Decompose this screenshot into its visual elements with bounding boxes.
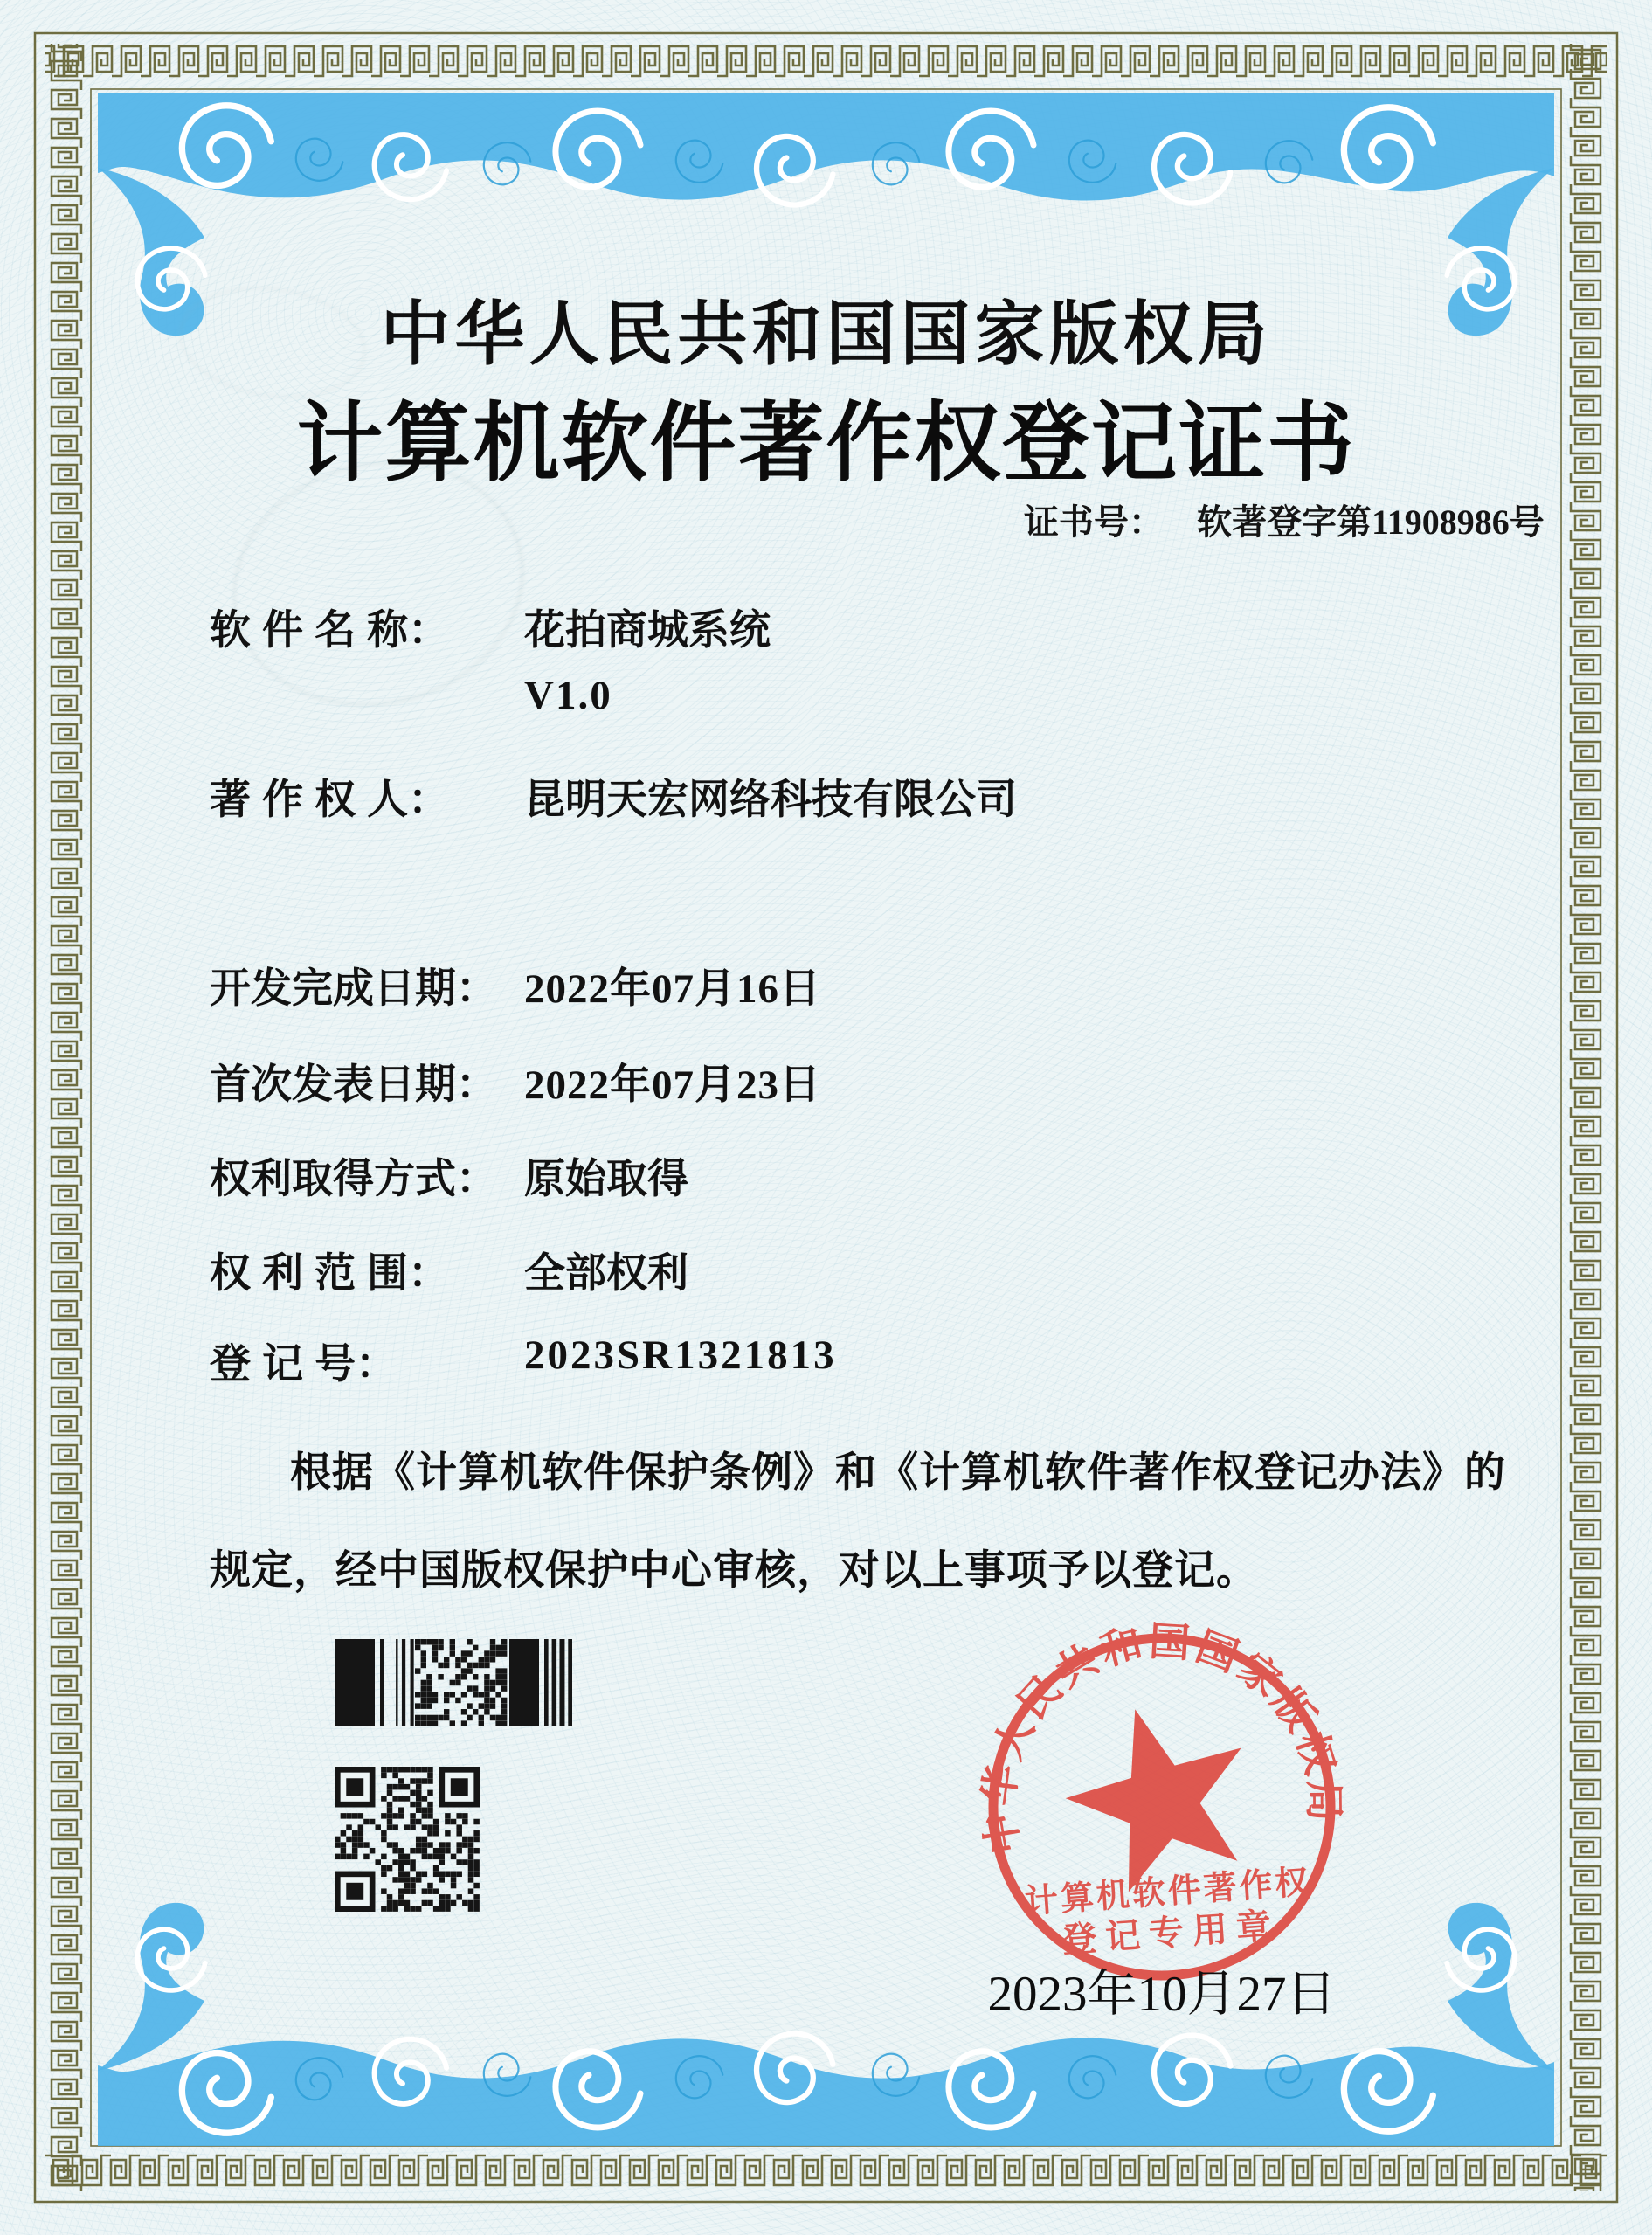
certificate-number <box>1024 495 1545 544</box>
software-version: V1.0 <box>524 673 612 718</box>
barcode <box>335 1639 572 1726</box>
field-dev-complete-date <box>210 956 821 1014</box>
statement-line-1: 根据《计算机软件保护条例》和《计算机软件著作权登记办法》的 <box>290 1450 1506 1496</box>
field-registration-number <box>210 1332 837 1390</box>
field-value: 2022年07月16日 <box>524 966 821 1012</box>
registration-number: 2023SR1321813 <box>524 1332 837 1378</box>
seal-text-line2: 登记专用章 <box>1060 1906 1282 1961</box>
field-label: 软 件 名 称： <box>210 606 450 653</box>
qr-code <box>335 1767 480 1912</box>
field-value: 2022年07月23日 <box>524 1062 821 1108</box>
field-first-publish-date <box>210 1052 821 1111</box>
certificate-number-label: 证书号： <box>1024 502 1164 542</box>
field-value <box>524 598 771 719</box>
software-name: 花拍商城系统 <box>524 606 771 653</box>
field-software-name <box>210 598 771 719</box>
certificate-number-value: 软著登字第11908986号 <box>1197 502 1545 542</box>
certificate-title: 计算机软件著作权登记证书 <box>296 397 1356 492</box>
field-label: 登 记 号： <box>210 1340 397 1387</box>
seal-ring-text: 中华人民共和国国家版权局 <box>976 1618 1347 1858</box>
field-value: 原始取得 <box>524 1155 688 1201</box>
seal-text-line1: 计算机软件著作权 <box>1023 1864 1312 1921</box>
issue-date: 2023年10月27日 <box>987 1967 1337 2022</box>
field-rights-acquisition <box>210 1146 688 1205</box>
authority-title: 中华人民共和国国家版权局 <box>380 297 1272 374</box>
field-label: 首次发表日期： <box>210 1061 497 1107</box>
field-label: 著 作 权 人： <box>210 776 450 822</box>
statement-line-2: 规定，经中国版权保护中心审核，对以上事项予以登记。 <box>210 1548 1258 1594</box>
official-seal <box>964 1609 1360 2005</box>
field-value: 全部权利 <box>524 1249 688 1296</box>
field-rights-scope <box>210 1241 688 1299</box>
field-label: 开发完成日期： <box>210 965 497 1011</box>
field-label: 权 利 范 围： <box>210 1249 450 1296</box>
field-label: 权利取得方式： <box>210 1155 497 1201</box>
field-value: 昆明天宏网络科技有限公司 <box>524 776 1017 822</box>
field-copyright-owner <box>210 767 1017 826</box>
